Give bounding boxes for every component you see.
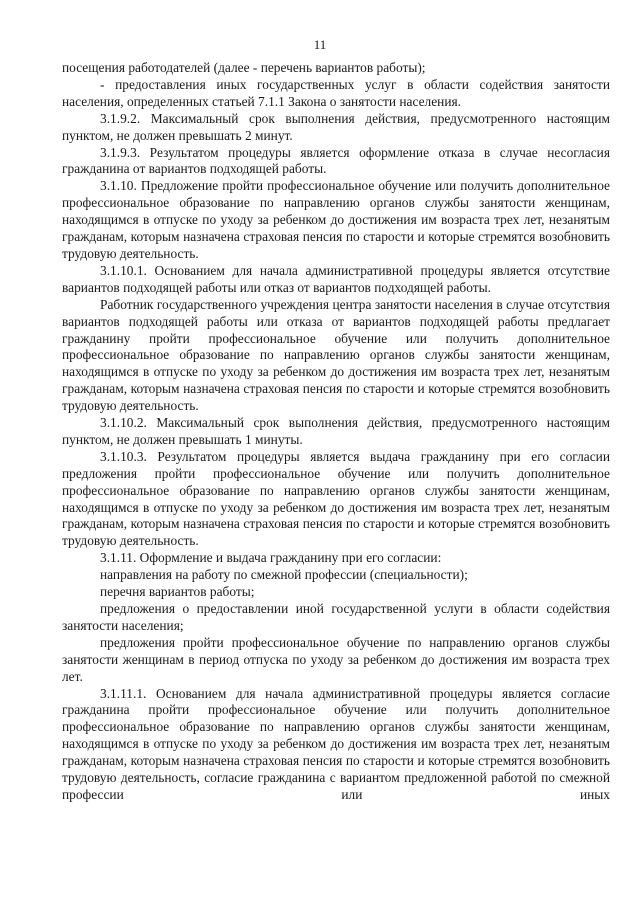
paragraph: перечня вариантов работы; [100, 584, 255, 600]
paragraph: предложения о предоставлении иной государственной услуги в области содействия занятости населения; [62, 601, 610, 633]
paragraph: Работник государственного учреждения центра занятости населения в случае отсутствия вариантов подходящей работы или отказа от вариантов подходящей работы предлагает гражданину пройти профессиональное обучение или получить дополнительное профессиональное образование по направлению органов службы занятости женщинам, находящимся в отпуске по уходу за ребенком до достижения им возраста трех лет, незанятым гражданам, которым назначена страховая пенсия по старости и которые стремятся возобновить трудовую деятельность. [62, 296, 610, 414]
paragraph: 3.1.11.1. Основанием для начала административной процедуры является согласие гражданина пройти профессиональное обучение или получить дополнительное профессиональное образование по направлению органов службы занятости женщинам, находящимся в отпуске по уходу за ребенком до достижения им возраста трех лет, незанятым гражданам, которым назначена страховая пенсия по старости и которые стремятся возобновить трудовую деятельность, согласие гражданина с вариантом предложенной работой по смежной профессии или иных [62, 685, 610, 802]
paragraph: 3.1.10. Предложение пройти профессиональное обучение или получить дополнительное профессиональное образование по направлению органов службы занятости женщинам, находящимся в отпуске по уходу за ребенком до достижения им возраста трех лет, незанятым гражданам, которым назначена страховая пенсия по старости и которые стремятся возобновить трудовую деятельность. [62, 178, 610, 261]
paragraph: предложения пройти профессиональное обучение по направлению органов службы занятости женщинам в период отпуска по уходу за ребенком до достижения им возраста трех лет. [62, 634, 610, 684]
paragraph: 3.1.11. Оформление и выдача гражданину при его согласии: [100, 550, 442, 566]
paragraph: - предоставления иных государственных услуг в области содействия занятости населения, определенных статьей 7.1.1 Закона о занятости населения. [62, 76, 610, 109]
paragraph: 3.1.10.3. Результатом процедуры является выдача гражданину при его согласии предложения пройти профессиональное обучение или получить дополнительное профессиональное образование по направлению органов службы занятости женщинам, находящимся в отпуске по уходу за ребенком до достижения им возраста трех лет, незанятым гражданам, которым назначена страховая пенсия по старости и которые стремятся возобновить трудовую деятельность. [62, 448, 610, 549]
paragraph: 3.1.9.2. Максимальный срок выполнения действия, предусмотренного настоящим пунктом, не должен превышать 2 минут. [62, 110, 610, 143]
page-number: 11 [313, 37, 327, 52]
paragraph: 3.1.10.1. Основанием для начала административной процедуры является отсутствие вариантов подходящей работы или отказ от вариантов подходящей работы. [62, 262, 610, 295]
paragraph: 3.1.10.2. Максимальный срок выполнения действия, предусмотренного настоящим пунктом, не должен превышать 1 минуты. [62, 415, 610, 447]
paragraph: посещения работодателей (далее - перечень вариантов работы); [62, 60, 426, 75]
paragraph: 3.1.9.3. Результатом процедуры является оформление отказа в случае несогласия гражданина от вариантов подходящей работы. [62, 144, 610, 177]
paragraph: направления на работу по смежной профессии (специальности); [100, 567, 468, 583]
document-body [62, 60, 610, 804]
